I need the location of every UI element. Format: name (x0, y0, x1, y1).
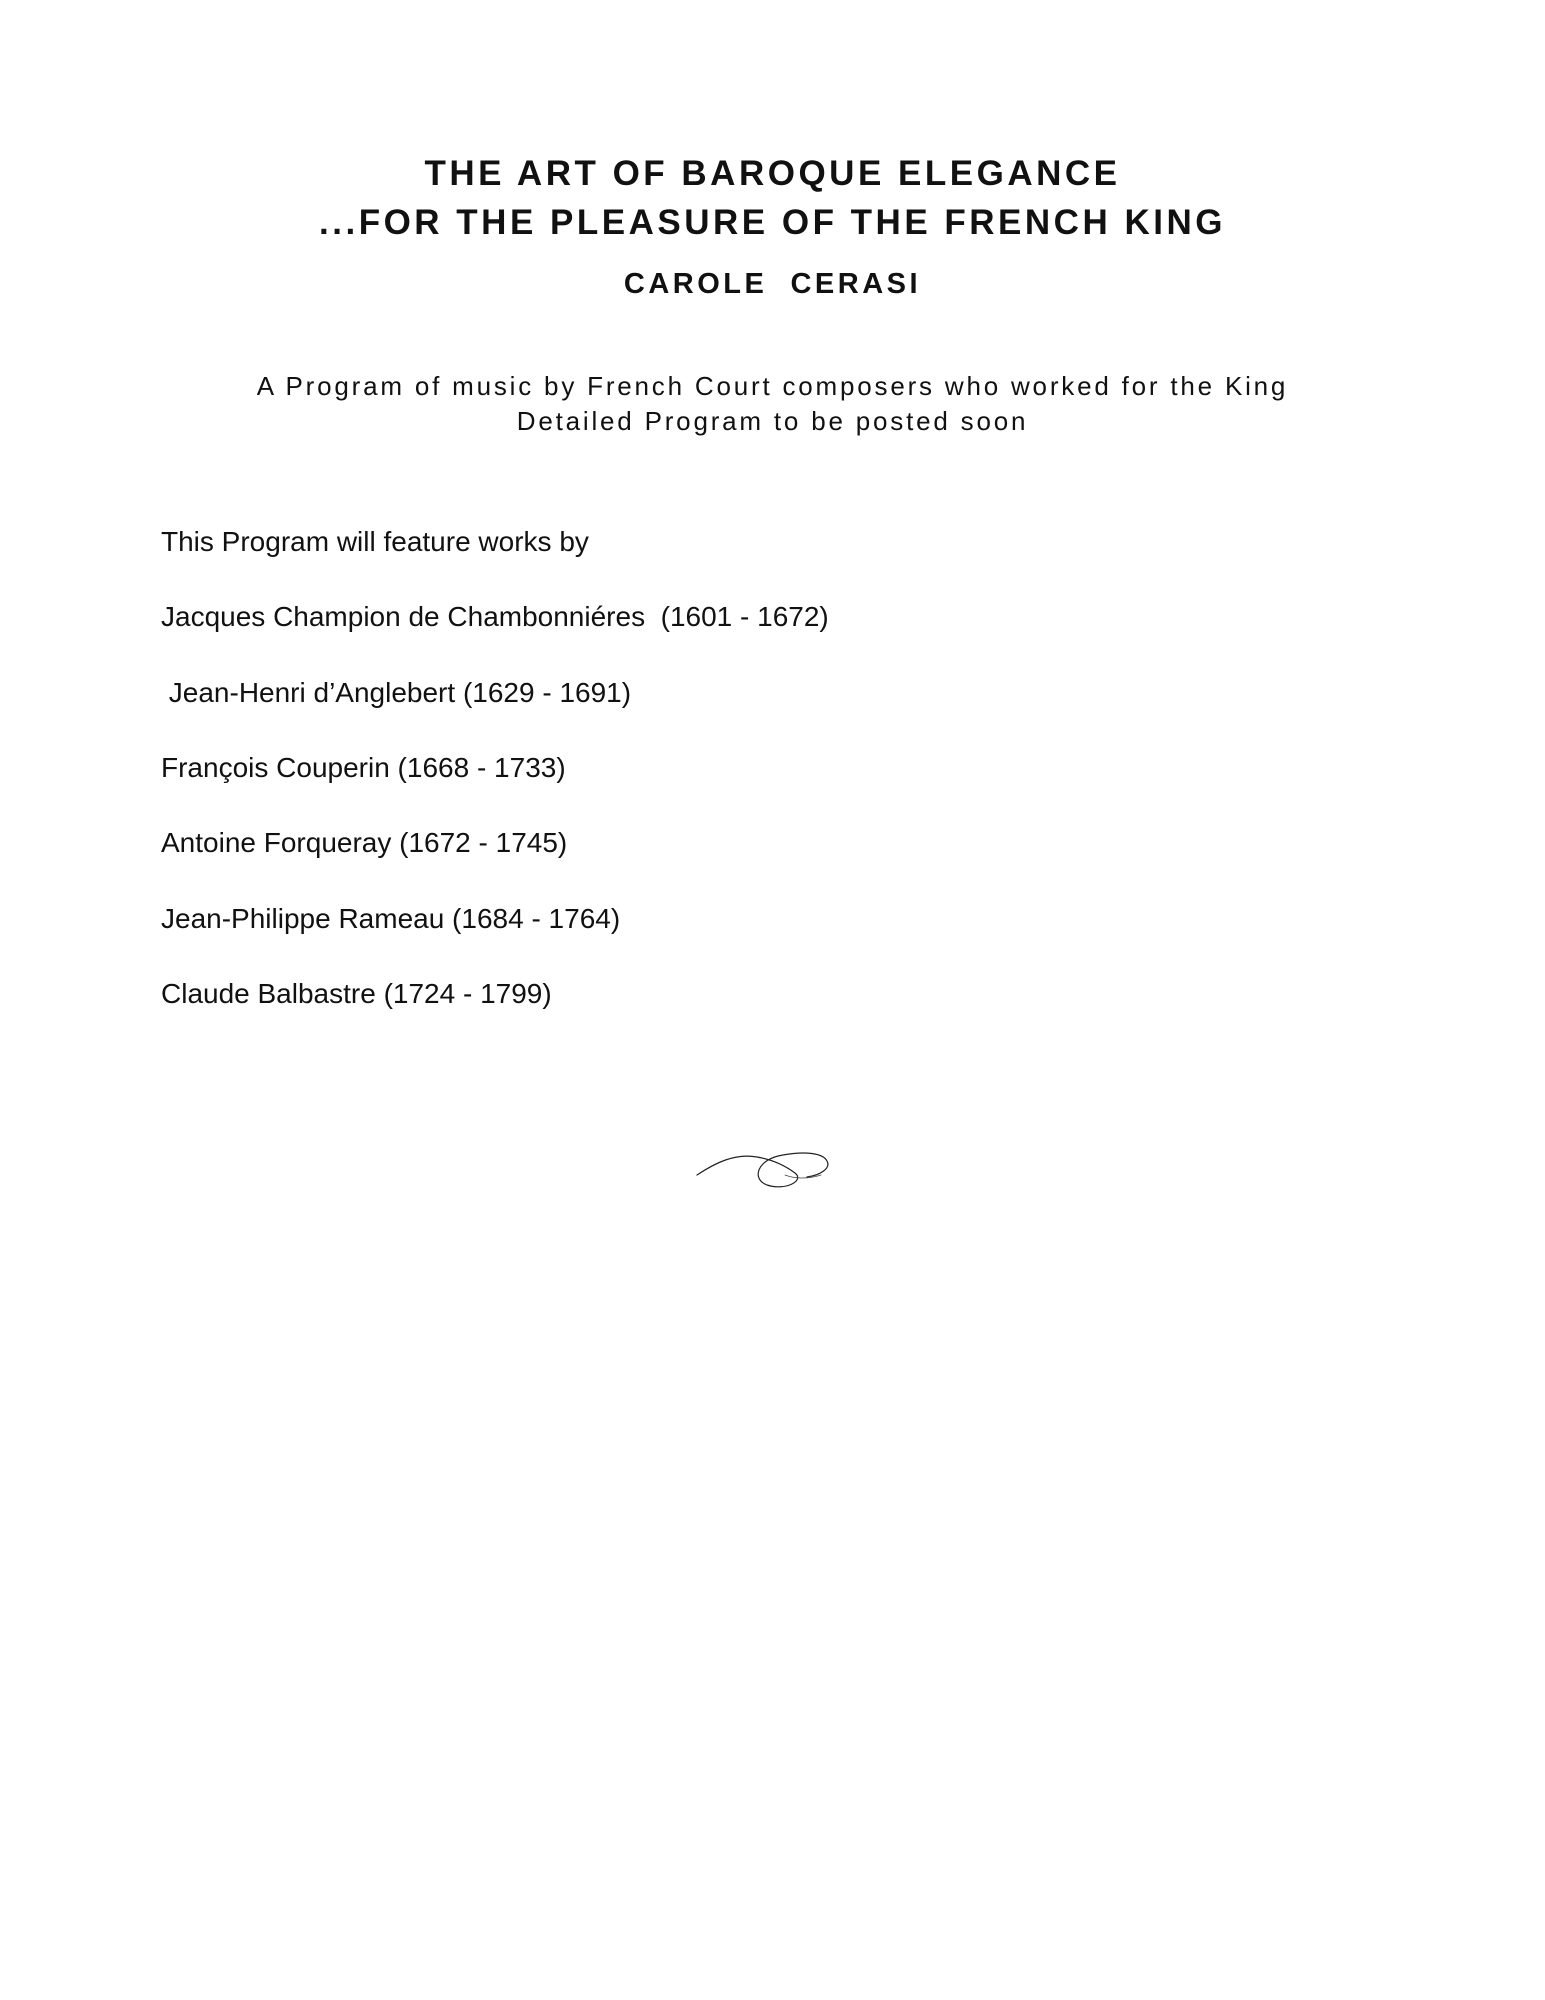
title-line-2: ...FOR THE PLEASURE OF THE FRENCH KING (319, 203, 1226, 242)
program-description: A Program of music by French Court composers who worked for the King (256, 371, 1289, 401)
title-line-1: THE ART OF BAROQUE ELEGANCE (424, 154, 1121, 193)
composer-item: Claude Balbastre (1724 - 1799) (161, 978, 552, 1009)
composer-item: Jean-Philippe Rameau (1684 - 1764) (161, 903, 621, 934)
composer-item: Jean-Henri d’Anglebert (1629 - 1691) (161, 677, 632, 708)
intro-text: This Program will feature works by (161, 526, 589, 557)
composer-item: Antoine Forqueray (1672 - 1745) (161, 827, 568, 858)
artist-name: CAROLE CERASI (623, 268, 922, 300)
composer-item: François Couperin (1668 - 1733) (161, 752, 566, 783)
flourish-ornament-icon (695, 1135, 845, 1195)
program-note: Detailed Program to be posted soon (516, 406, 1029, 436)
composer-item: Jacques Champion de Chambonniéres (1601 - 1672) (161, 601, 829, 632)
